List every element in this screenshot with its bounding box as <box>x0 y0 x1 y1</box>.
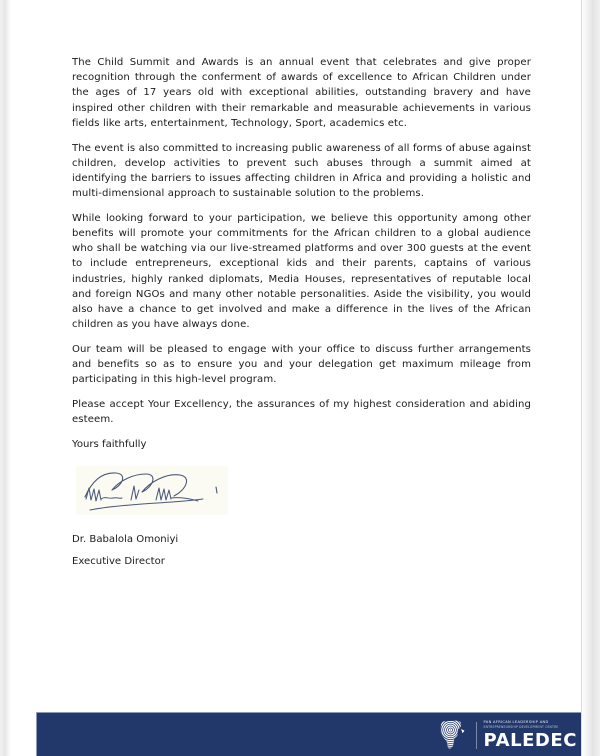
paragraph: Our team will be pleased to engage with your office to discuss further arrangements and benefits so as to ensure you and your delegation get maximum mileage from participating in this high-level program. <box>72 343 531 386</box>
paledec-logo <box>435 718 577 752</box>
logo-divider <box>476 722 477 749</box>
scan-gutter-left <box>0 0 11 756</box>
logo-tagline-line1: PAN AFRICAN LEADERSHIP AND <box>483 719 549 724</box>
scan-gutter-right <box>582 0 600 756</box>
africa-concentric-rings-icon <box>435 718 469 752</box>
logo-wordmark: PALEDEC <box>483 729 577 751</box>
paper-sheet <box>11 0 582 756</box>
signatory-name: Dr. Babalola Omoniyi <box>72 534 179 546</box>
paragraph: While looking forward to your participation, we believe this opportunity among other benefits will promote your commitments for the African children to a global audience who shall be watching via our live-streamed platforms and over 300 guests at the event to include entrepreneurs, exceptional kids and their parents, captains of various industries, highly ranked diplomats, Media Houses, representatives of reputable local and foreign NGOs and many other notable personalities. Aside the visibility, you would also have a chance to get involved and make a difference in the lives of the African children as you have always done. <box>72 212 531 331</box>
letter-body <box>72 55 531 427</box>
handwritten-signature <box>76 466 228 515</box>
signatory-title: Executive Director <box>72 556 165 568</box>
logo-text-block <box>484 720 577 751</box>
paragraph: Please accept Your Excellency, the assurances of my highest consideration and abiding esteem. <box>72 399 531 426</box>
page-edge-line <box>581 0 582 756</box>
paragraph: The event is also committed to increasing public awareness of all forms of abuse against children, develop activities to prevent such abuses through a summit aimed at identifying the barriers to issues affecting children in Africa and providing a holistic and multi-dimensional approach to sustainable solution to the problems. <box>72 142 531 200</box>
footer-banner <box>36 712 589 756</box>
closing-salutation: Yours faithfully <box>72 439 147 450</box>
closing-block <box>72 437 531 570</box>
paragraph: The Child Summit and Awards is an annual event that celebrates and give proper recognition through the conferment of awards of excellence to African Children under the ages of 17 years old with exceptional abilities, outstanding bravery and have inspired other children with their remarkable and measurable achievements in various fields like arts, entertainment, Technology, Sport, academics etc. <box>72 57 531 129</box>
logo-tagline-line2: ENTREPRENEURSHIP DEVELOPMENT CENTRE <box>483 724 559 729</box>
